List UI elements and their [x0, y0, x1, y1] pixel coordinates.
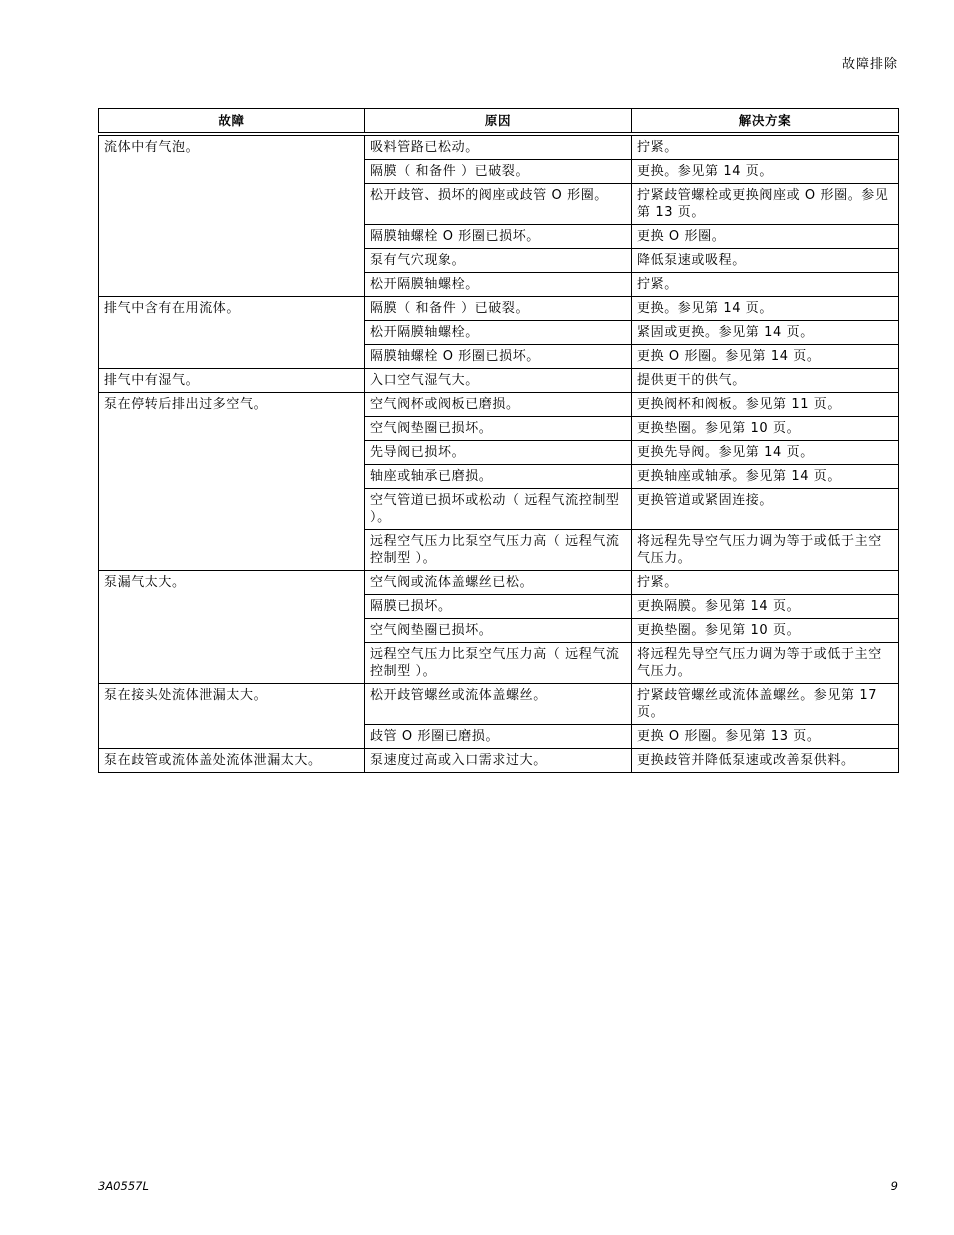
table-row	[99, 571, 899, 595]
solution-cell: 更换。参见第 14 页。	[632, 297, 899, 321]
fault-cell: 泵在停转后排出过多空气。	[99, 393, 365, 571]
solution-cell: 更换垫圈。参见第 10 页。	[632, 619, 899, 643]
fault-cell: 泵在歧管或流体盖处流体泄漏太大。	[99, 749, 365, 773]
solution-cell: 紧固或更换。参见第 14 页。	[632, 321, 899, 345]
solution-cell: 拧紧。	[632, 134, 899, 160]
cause-cell: 空气管道已损坏或松动（ 远程气流控制型 ）。	[365, 489, 632, 530]
cause-cell: 隔膜（ 和备件 ）已破裂。	[365, 297, 632, 321]
cause-cell: 空气阀杯或阀板已磨损。	[365, 393, 632, 417]
cause-cell: 先导阀已损坏。	[365, 441, 632, 465]
troubleshooting-table	[98, 108, 899, 773]
solution-cell: 更换。参见第 14 页。	[632, 160, 899, 184]
solution-cell: 更换隔膜。参见第 14 页。	[632, 595, 899, 619]
fault-cell: 排气中有湿气。	[99, 369, 365, 393]
cause-cell: 吸料管路已松动。	[365, 134, 632, 160]
cause-cell: 入口空气湿气大。	[365, 369, 632, 393]
cause-cell: 远程空气压力比泵空气压力高（ 远程气流控制型 ）。	[365, 530, 632, 571]
cause-cell: 隔膜轴螺栓 O 形圈已损坏。	[365, 345, 632, 369]
cause-cell: 泵速度过高或入口需求过大。	[365, 749, 632, 773]
solution-cell: 更换阀杯和阀板。参见第 11 页。	[632, 393, 899, 417]
header-solution: 解决方案	[632, 109, 899, 135]
solution-cell: 更换歧管并降低泵速或改善泵供料。	[632, 749, 899, 773]
fault-cell: 泵在接头处流体泄漏太大。	[99, 684, 365, 749]
cause-cell: 泵有气穴现象。	[365, 249, 632, 273]
cause-cell: 空气阀垫圈已损坏。	[365, 417, 632, 441]
table-row	[99, 749, 899, 773]
solution-cell: 更换垫圈。参见第 10 页。	[632, 417, 899, 441]
solution-cell: 提供更干的供气。	[632, 369, 899, 393]
cause-cell: 松开歧管螺丝或流体盖螺丝。	[365, 684, 632, 725]
solution-cell: 降低泵速或吸程。	[632, 249, 899, 273]
solution-cell: 更换管道或紧固连接。	[632, 489, 899, 530]
solution-cell: 拧紧。	[632, 273, 899, 297]
solution-cell: 更换 O 形圈。	[632, 225, 899, 249]
fault-cell: 流体中有气泡。	[99, 134, 365, 297]
table-row	[99, 393, 899, 417]
cause-cell: 空气阀或流体盖螺丝已松。	[365, 571, 632, 595]
cause-cell: 隔膜已损坏。	[365, 595, 632, 619]
cause-cell: 歧管 O 形圈已磨损。	[365, 725, 632, 749]
solution-cell: 更换 O 形圈。参见第 13 页。	[632, 725, 899, 749]
cause-cell: 隔膜轴螺栓 O 形圈已损坏。	[365, 225, 632, 249]
fault-cell: 排气中含有在用流体。	[99, 297, 365, 369]
cause-cell: 松开歧管、损坏的阀座或歧管 O 形圈。	[365, 184, 632, 225]
table-row	[99, 134, 899, 160]
solution-cell: 更换先导阀。参见第 14 页。	[632, 441, 899, 465]
section-title: 故障排除	[841, 57, 898, 72]
solution-cell: 将远程先导空气压力调为等于或低于主空气压力。	[632, 643, 899, 684]
table-header-row	[99, 109, 899, 135]
table-row	[99, 369, 899, 393]
header-cause: 原因	[365, 109, 632, 135]
table-row	[99, 684, 899, 725]
table-body	[99, 134, 899, 773]
cause-cell: 轴座或轴承已磨损。	[365, 465, 632, 489]
solution-cell: 拧紧歧管螺栓或更换阀座或 O 形圈。参见第 13 页。	[632, 184, 899, 225]
fault-cell: 泵漏气太大。	[99, 571, 365, 684]
table-row	[99, 297, 899, 321]
document-number: 3A0557L	[98, 1179, 149, 1193]
solution-cell: 更换轴座或轴承。参见第 14 页。	[632, 465, 899, 489]
solution-cell: 将远程先导空气压力调为等于或低于主空气压力。	[632, 530, 899, 571]
cause-cell: 松开隔膜轴螺栓。	[365, 273, 632, 297]
cause-cell: 松开隔膜轴螺栓。	[365, 321, 632, 345]
cause-cell: 远程空气压力比泵空气压力高（ 远程气流控制型 ）。	[365, 643, 632, 684]
solution-cell: 拧紧。	[632, 571, 899, 595]
solution-cell: 更换 O 形圈。参见第 14 页。	[632, 345, 899, 369]
page-number: 9	[890, 1179, 898, 1193]
cause-cell: 空气阀垫圈已损坏。	[365, 619, 632, 643]
header-fault: 故障	[99, 109, 365, 135]
cause-cell: 隔膜（ 和备件 ）已破裂。	[365, 160, 632, 184]
solution-cell: 拧紧歧管螺丝或流体盖螺丝。参见第 17 页。	[632, 684, 899, 725]
